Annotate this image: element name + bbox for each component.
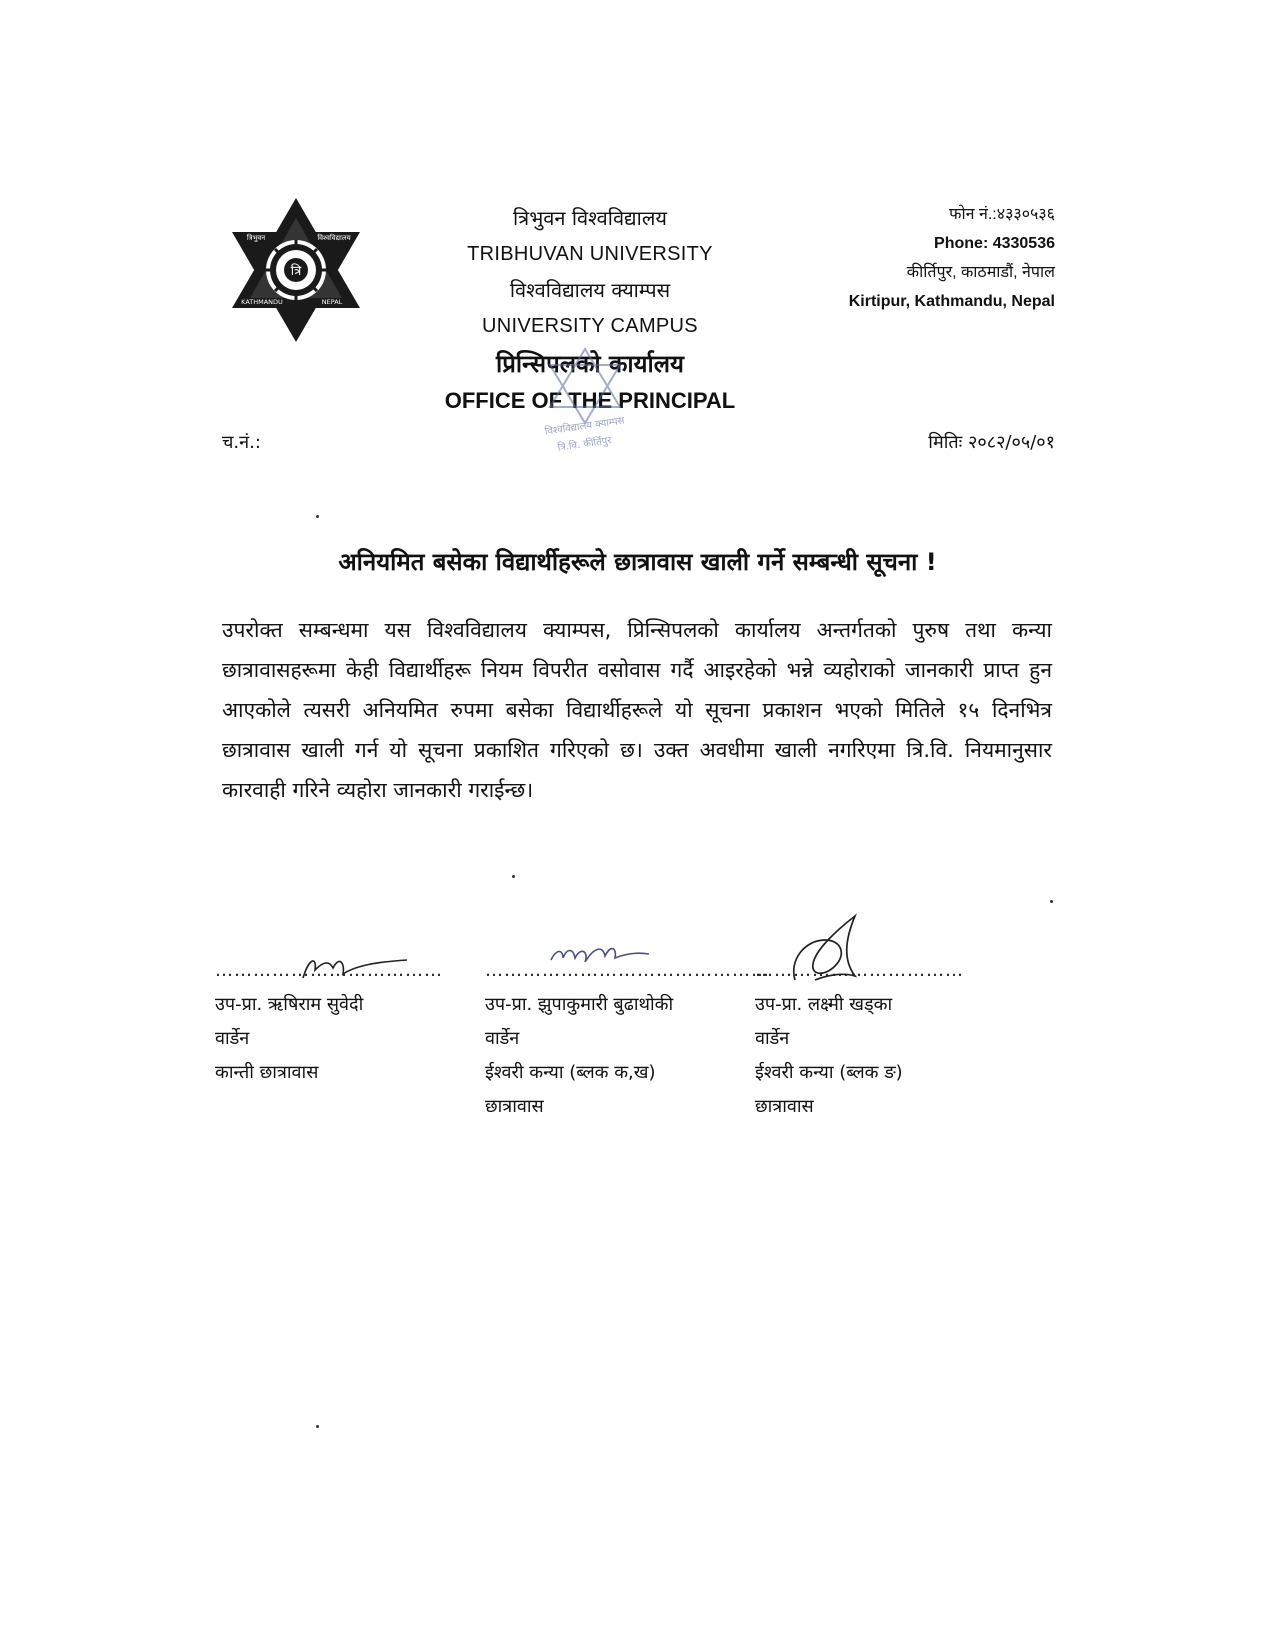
scan-speck [1050, 900, 1053, 903]
signatory-2: ……………………………………… उप-प्रा. झुपाकुमारी बुढाथोकी वार्डेन ईश्वरी कन्या (ब्लक क,ख) छात्रावास [485, 960, 735, 1124]
address-en: Kirtipur, Kathmandu, Nepal [848, 293, 1055, 310]
signature-3 [785, 910, 875, 990]
notice-title: अनियमित बसेका विद्यार्थीहरूले छात्रावास खाली गर्ने सम्बन्धी सूचना ! [338, 548, 937, 576]
logo-text-top-left: त्रिभुवन [246, 234, 266, 242]
signatory-1-unit: कान्ती छात्रावास [215, 1062, 319, 1083]
scan-speck [316, 1425, 319, 1428]
svg-text:त्रि: त्रि [290, 264, 302, 279]
campus-name-en: UNIVERSITY CAMPUS [482, 315, 698, 337]
signature-1 [295, 948, 415, 988]
signature-2 [545, 936, 655, 976]
signatory-1: ……………………………… उप-प्रा. ऋषिराम सुवेदी वार्डेन कान्ती छात्रावास [215, 960, 465, 1090]
office-name-np: प्रिन्सिपलको कार्यालय [496, 350, 684, 378]
contact-block [735, 200, 1055, 316]
university-name-en: TRIBHUVAN UNIVERSITY [467, 243, 713, 265]
seal-text-line-1: विश्वविद्यालय क्याम्पस [544, 415, 626, 438]
office-name-en: OFFICE OF THE PRINCIPAL [444, 388, 736, 413]
signatory-3: …………………………… उप-प्रा. लक्ष्मी खड्का वार्डेन ईश्वरी कन्या (ब्लक ङ) छात्रावास [755, 960, 1005, 1124]
address-np: कीर्तिपुर, काठमाडौं, नेपाल [906, 264, 1055, 281]
scan-speck [512, 875, 515, 878]
signatory-1-name: उप-प्रा. ऋषिराम सुवेदी [215, 994, 364, 1015]
signatory-3-unit: ईश्वरी कन्या (ब्लक ङ) [755, 1062, 903, 1083]
campus-name-np: विश्वविद्यालय क्याम्पस [509, 278, 671, 302]
signatory-2-unit-line-2: छात्रावास [485, 1096, 544, 1117]
scan-speck [316, 515, 319, 518]
signatory-2-unit: ईश्वरी कन्या (ब्लक क,ख) [485, 1062, 656, 1083]
logo-text-bottom-right: NEPAL [321, 298, 343, 306]
signatory-3-name: उप-प्रा. लक्ष्मी खड्का [755, 994, 893, 1015]
seal-text-line-2: त्रि.वि. कीर्तिपुर [557, 435, 613, 454]
signatory-2-role: वार्डेन [485, 1028, 520, 1049]
office-seal-stamp [520, 345, 650, 460]
logo-text-top-right: विश्वविद्यालय [317, 234, 351, 242]
notice-body: उपरोक्त सम्बन्धमा यस विश्वविद्यालय क्याम्पस, प्रिन्सिपलको कार्यालय अन्तर्गतको पुरुष तथा कन्या छात्रावासहरूमा केही विद्यार्थीहरू नियम विपरीत वसोवास गर्दै आइरहेको भन्ने व्यहोराको जानकारी प्राप्त हुन आएकोले त्यसरी अनियमित रुपमा बसेका विद्यार्थीहरूले यो सूचना प्रकाशन भएको मितिले १५ दिनभित्र छात्रावास खाली गर्न यो सूचना प्रकाशित गरिएको छ। उक्त अवधीमा खाली नगरिएमा त्रि.वि. नियमानुसार कारवाही गरिने व्यहोरा जानकारी गराईन्छ। [222, 618, 1052, 802]
university-name-np: त्रिभुवन विश्वविद्यालय [512, 206, 668, 230]
logo-text-bottom-left: KATHMANDU [241, 298, 283, 306]
signatory-3-unit-line-2: छात्रावास [755, 1096, 814, 1117]
phone-en: Phone: 4330536 [934, 235, 1055, 252]
reference-number-label: च.नं.: [222, 432, 261, 453]
phone-np: फोन नं.:४३३०५३६ [949, 206, 1055, 223]
letter-date: मितिः २०८२/०५/०१ [928, 432, 1055, 453]
signatory-2-name: उप-प्रा. झुपाकुमारी बुढाथोकी [485, 994, 674, 1015]
university-logo [222, 196, 370, 344]
signatory-3-role: वार्डेन [755, 1028, 790, 1049]
signatory-1-role: वार्डेन [215, 1028, 250, 1049]
